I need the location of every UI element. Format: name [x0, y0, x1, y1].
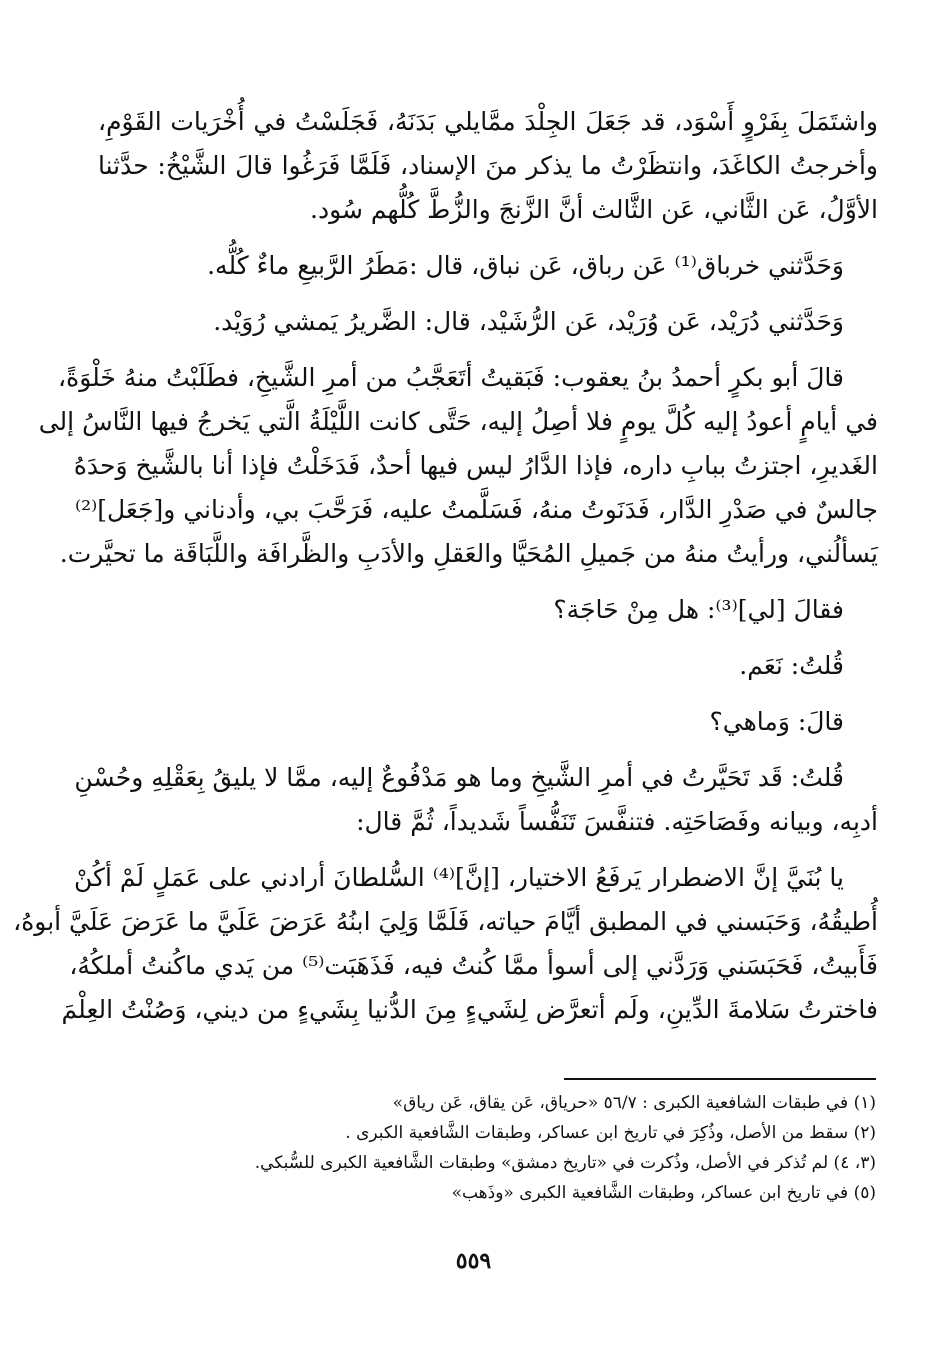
text-line: يا بُنَيَّ إنَّ الاضطرار يَرفَعُ الاختيار، [إنَّ]⁽⁴⁾ السُّلطانَ أرادني على عَمَلٍ لَمْ أكُنْ: [74, 863, 844, 892]
text-line: أُطيقُهُ، وَحَبَسني في المطبق أيَّامَ حياته، فَلَمَّا وَلِيَ ابنُهُ عَرَضَ عَلَيَّ ما عَرَضَ عَلَيَّ أبوهُ،: [13, 907, 878, 936]
paragraph-7: [98, 700, 878, 744]
text-line: قُلتُ: قَد تَحَيَّرتُ في أمرِ الشَّيخِ وما هو مَدْفُوعٌ إليه، ممَّا لا يليقُ بِعَقْلِهِ وحُسْنِ: [74, 763, 844, 792]
text-line: يَسألُني، ورأيتُ منهُ من جَميلِ المُحَيَّا والعَقلِ والأدَبِ والظَّرافَة واللَّبَاقَة ما تحيَّرت.: [59, 539, 878, 568]
text-line: الأوَّلُ، عَن الثَّاني، عَن الثَّالث أنَّ الزَّنجَ والزُّطَّ كُلُّهم سُود.: [310, 195, 878, 224]
footnote-2: (٢) سقط من الأصل، وذُكِرَ في تاريخ ابن عساكر، وطبقات الشَّافعية الكبرى .: [345, 1123, 876, 1143]
paragraph-3: [98, 300, 878, 344]
paragraph-9: [13, 856, 878, 1032]
paragraph-6: [98, 644, 878, 688]
paragraph-1: [98, 100, 878, 232]
text-line: جالسٌ في صَدْرِ الدَّار، فَدَنَوتُ منهُ، فَسَلَّمتُ عليه، فَرَحَّبَ بي، وأدناني و[جَعَل]⁽²⁾: [74, 495, 878, 524]
text-line: أدبِه، وبيانه وفَصَاحَتِه. فتنفَّسَ تَنَفُّساً شَديداً، ثُمَّ قال:: [356, 807, 878, 836]
text-line: واشتَمَلَ بِفَرْوٍ أَسْوَد، قد جَعَلَ الجِلْدَ ممَّايلي بَدَنَهُ، فَجَلَسْتُ في أُخْرَيات القَوْمِ،: [98, 107, 878, 136]
text-line: فَأَبيتُ، فَحَبَسَني وَرَدَّني إلى أسوأ ممَّا كُنتُ فيه، فَذَهَبَت⁽⁵⁾ من يَدي ماكُنتُ أملكُهُ،: [69, 951, 878, 980]
text-line: وأخرجتُ الكاغَدَ، وانتظَرْتُ ما يذكر منَ الإسناد، فَلَمَّا فَرَغُوا قالَ الشَّيْخُ: حدَّثنا: [98, 151, 878, 180]
text-line: في أيامٍ أعودُ إليه كُلَّ يومٍ فلا أصِلُ إليه، حَتَّى كانت اللَّيْلَةُ الَّتي يَخرجُ فيها النَّاسُ إلى: [38, 407, 878, 436]
footnote-divider: [564, 1078, 876, 1080]
footnotes: [140, 1088, 876, 1208]
paragraph-2: [98, 244, 878, 288]
paragraph-8: [74, 756, 878, 844]
paragraph-4: [38, 356, 878, 576]
text-line: الغَديرِ، اجتزتُ ببابِ داره، فإذا الدَّارُ ليس فيها أحدٌ، فَدَخَلْتُ فإذا أنا بالشَّيخ وَحدَهُ: [73, 451, 878, 480]
footnote-3-4: (٣، ٤) لم تُذكر في الأصل، وذُكرت في «تاريخ دمشق» وطبقات الشَّافعية الكبرى للسُّبكي.: [254, 1153, 876, 1173]
main-text: [13, 100, 878, 1032]
footnote-1: (١) في طبقات الشافعية الكبرى : ٥٦/٧ «حرياق، عَن يقاق، عَن رياق»: [392, 1093, 876, 1113]
page-number: ٥٥٩: [455, 1248, 492, 1274]
text-line: فقالَ [لي]⁽³⁾: هل مِنْ حَاجَة؟: [553, 595, 844, 624]
text-line: فاخترتُ سَلامةَ الدِّينِ، ولَم أتعرَّض لِشَيءٍ مِنَ الدُّنيا بِشَيءٍ من ديني، وَصُنْتُ العِلْمَ: [61, 995, 878, 1024]
text-line: قالَ أبو بكرٍ أحمدُ بنُ يعقوب: فَبَقيتُ أتَعَجَّبُ من أمرِ الشَّيخِ، فطَلَبْتُ منهُ خَلْوَةً،: [58, 363, 844, 392]
text-line: قالَ: وَماهي؟: [709, 707, 844, 736]
text-line: وَحَدَّثني دُرَيْد، عَن وُرَيْد، عَن الرُّشَيْد، قال: الضَّريرُ يَمشي رُوَيْد.: [213, 307, 844, 336]
paragraph-5: [98, 588, 878, 632]
footnote-5: (٥) في تاريخ ابن عساكر، وطبقات الشَّافعية الكبرى «وذَهب»: [451, 1183, 876, 1203]
text-line: وَحَدَّثني خرباق⁽¹⁾ عَن رباق، عَن نباق، قال :مَطَرُ الرَّبيعِ ماءٌ كُلُّه.: [207, 251, 844, 280]
text-line: قُلتُ: نَعَم.: [739, 651, 844, 680]
